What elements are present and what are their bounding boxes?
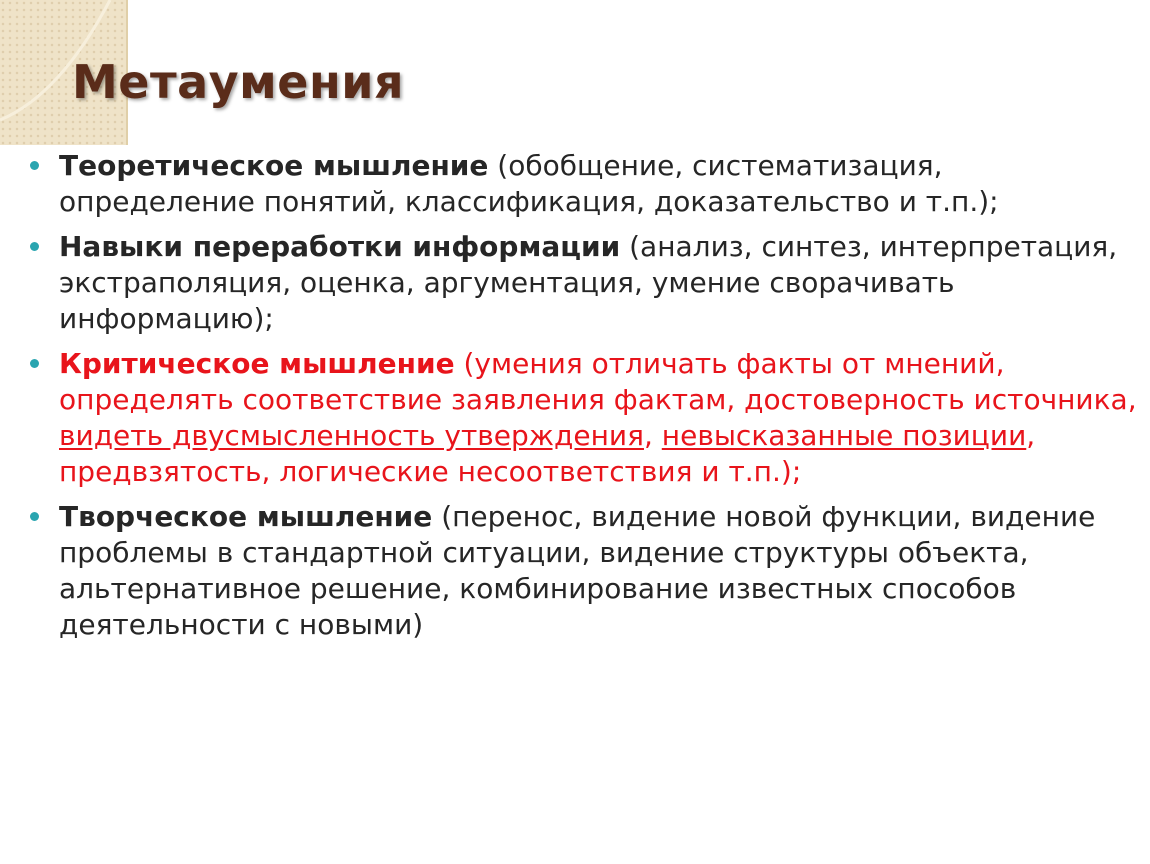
bullet-dot-icon [30, 242, 39, 251]
bullet-text: (обобщение, систематизация, определение понятий, классификация, доказательство и т.п.); [59, 149, 999, 218]
bullet-list [28, 148, 1138, 643]
underlined-phrase-unspoken-positions: невысказанные позиции [661, 419, 1027, 452]
bullet-lead: Критическое мышление [59, 347, 455, 380]
bullet-lead: Творческое мышление [59, 500, 433, 533]
bullet-text: (анализ, синтез, интерпретация, экстраполяция, оценка, аргументация, умение сворачивать информацию); [59, 230, 1118, 335]
bullet-separator: , [643, 419, 662, 452]
bullet-theoretical-thinking [28, 148, 1138, 220]
bullet-text: (умения отличать факты от мнений, определять соответствие заявления фактам, достоверность источника, [59, 347, 1137, 416]
bullet-dot-icon [30, 161, 39, 170]
bullet-text-end: , предвзятость, логические несоответствия и т.п.); [59, 419, 1036, 488]
bullet-text: (перенос, видение новой функции, видение проблемы в стандартной ситуации, видение структуры объекта, альтернативное решение, комбинирование известных способов деятельности с новыми) [59, 500, 1096, 641]
bullet-information-processing [28, 229, 1138, 337]
slide-title: Метаумения [72, 55, 405, 109]
underlined-phrase-ambiguity: видеть двусмысленность утверждения [59, 419, 644, 452]
bullet-creative-thinking [28, 499, 1138, 643]
bullet-critical-thinking [28, 346, 1138, 490]
bullet-lead: Навыки переработки информации [59, 230, 621, 263]
bullet-lead: Теоретическое мышление [59, 149, 489, 182]
bullet-dot-icon [30, 359, 39, 368]
slide-content [28, 148, 1138, 652]
bullet-dot-icon [30, 512, 39, 521]
